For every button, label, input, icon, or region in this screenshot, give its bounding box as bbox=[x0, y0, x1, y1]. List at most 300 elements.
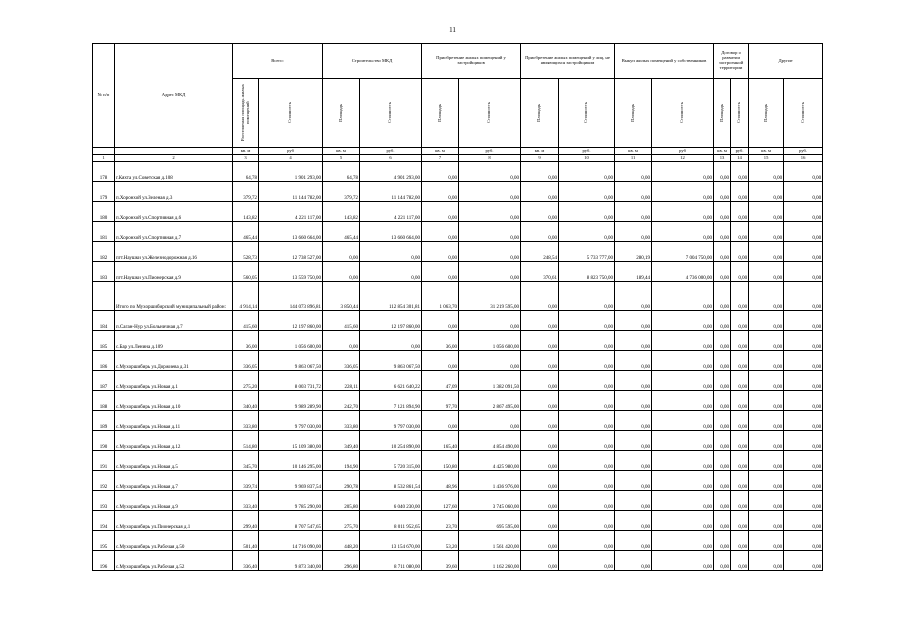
cost-value: 1 382 091,50 bbox=[459, 371, 521, 391]
page-number: 11 bbox=[449, 26, 456, 34]
area-value: 0,00 bbox=[749, 511, 784, 531]
column-number: 1 bbox=[93, 155, 115, 162]
area-value: 275,20 bbox=[233, 371, 259, 391]
area-value: 48,96 bbox=[422, 471, 459, 491]
unit-label: кв. м bbox=[521, 148, 559, 155]
table-row bbox=[93, 351, 823, 371]
table-row bbox=[93, 551, 823, 571]
cost-value: 1 901 293,00 bbox=[259, 162, 323, 182]
row-number: 194 bbox=[93, 511, 115, 531]
cost-value: 4 854 490,00 bbox=[459, 431, 521, 451]
cost-value: 4 901 293,00 bbox=[360, 162, 422, 182]
table-row bbox=[93, 331, 823, 351]
area-value: 0,00 bbox=[422, 182, 459, 202]
subheader-cost: Стоимость bbox=[459, 79, 521, 148]
address-cell: с.Мухоршибирь ул.Новая д.11 bbox=[115, 411, 233, 431]
area-value: 0,00 bbox=[521, 331, 559, 351]
row-number: 183 bbox=[93, 262, 115, 282]
cost-value: 0,00 bbox=[731, 331, 749, 351]
area-value: 299,40 bbox=[233, 511, 259, 531]
cost-value: 1 561 420,00 bbox=[459, 531, 521, 551]
cost-value: 0,00 bbox=[559, 371, 615, 391]
column-number: 12 bbox=[652, 155, 714, 162]
area-value: 0,00 bbox=[615, 511, 652, 531]
cost-value: 0,00 bbox=[731, 411, 749, 431]
area-value: 0,00 bbox=[422, 351, 459, 371]
subheader-cost: Стоимость bbox=[784, 79, 823, 148]
table-row bbox=[93, 511, 823, 531]
area-value: 336,40 bbox=[233, 551, 259, 571]
area-value: 0,00 bbox=[521, 282, 559, 311]
cost-value: 0,00 bbox=[459, 311, 521, 331]
area-value: 3 850,44 bbox=[323, 282, 360, 311]
area-value: 0,00 bbox=[615, 551, 652, 571]
subheader-area: Площадь bbox=[615, 79, 652, 148]
area-value: 36,00 bbox=[233, 331, 259, 351]
cost-value: 0,00 bbox=[731, 511, 749, 531]
area-value: 0,00 bbox=[521, 222, 559, 242]
area-value: 0,00 bbox=[323, 331, 360, 351]
column-number: 6 bbox=[360, 155, 422, 162]
area-value: 0,00 bbox=[615, 222, 652, 242]
cost-value: 8 711 080,00 bbox=[360, 551, 422, 571]
cost-value: 0,00 bbox=[559, 411, 615, 431]
area-value: 0,00 bbox=[422, 222, 459, 242]
area-value: 0,00 bbox=[714, 262, 731, 282]
cost-value: 9 863 067,50 bbox=[259, 351, 323, 371]
area-value: 0,00 bbox=[714, 411, 731, 431]
cost-value: 10 254 890,00 bbox=[360, 431, 422, 451]
cost-value: 0,00 bbox=[731, 491, 749, 511]
area-value: 0,00 bbox=[749, 451, 784, 471]
area-value: 0,00 bbox=[749, 331, 784, 351]
area-value: 0,00 bbox=[749, 531, 784, 551]
area-value: 0,00 bbox=[422, 262, 459, 282]
address-cell: пгт.Наушки ул.Пионерская д.9 bbox=[115, 262, 233, 282]
area-value: 0,00 bbox=[422, 242, 459, 262]
cost-value: 0,00 bbox=[784, 431, 823, 451]
address-cell: с.Мухоршибирь ул.Новая д.5 bbox=[115, 451, 233, 471]
area-value: 0,00 bbox=[749, 491, 784, 511]
area-value: 0,00 bbox=[749, 311, 784, 331]
subheader-resettled-area: Расселяемая площадь жилых помещений bbox=[233, 79, 259, 148]
area-value: 0,00 bbox=[615, 202, 652, 222]
address-cell: с.Мухоршибирь ул.Новая д.7 bbox=[115, 471, 233, 491]
area-value: 0,00 bbox=[521, 391, 559, 411]
area-value: 0,00 bbox=[521, 431, 559, 451]
cost-value: 4 221 117,00 bbox=[360, 202, 422, 222]
address-cell: с.Мухоршибирь ул.Доржиева д.31 bbox=[115, 351, 233, 371]
subheader-area: Площадь bbox=[521, 79, 559, 148]
area-value: 0,00 bbox=[714, 331, 731, 351]
column-number: 2 bbox=[115, 155, 233, 162]
column-number: 15 bbox=[749, 155, 784, 162]
subtotal-row bbox=[93, 282, 823, 311]
row-number: 187 bbox=[93, 371, 115, 391]
subheader-cost: Стоимость bbox=[731, 79, 749, 148]
area-value: 127,60 bbox=[422, 491, 459, 511]
cost-value: 6 621 640,22 bbox=[360, 371, 422, 391]
cost-value: 0,00 bbox=[559, 162, 615, 182]
column-number: 9 bbox=[521, 155, 559, 162]
table-body bbox=[93, 162, 823, 571]
cost-value: 0,00 bbox=[652, 222, 714, 242]
cost-value: 13 154 670,00 bbox=[360, 531, 422, 551]
cost-value: 0,00 bbox=[559, 311, 615, 331]
cost-value: 0,00 bbox=[784, 282, 823, 311]
area-value: 0,00 bbox=[615, 351, 652, 371]
cost-value: 0,00 bbox=[784, 311, 823, 331]
cost-value: 0,00 bbox=[459, 202, 521, 222]
cost-value: 0,00 bbox=[784, 202, 823, 222]
area-value: 150,80 bbox=[422, 451, 459, 471]
area-value: 370,61 bbox=[521, 262, 559, 282]
area-value: 0,00 bbox=[615, 431, 652, 451]
cost-value: 9 873 340,00 bbox=[259, 551, 323, 571]
cost-value: 5 720 315,00 bbox=[360, 451, 422, 471]
cost-value: 0,00 bbox=[784, 451, 823, 471]
cost-value: 0,00 bbox=[652, 411, 714, 431]
area-value: 0,00 bbox=[422, 162, 459, 182]
area-value: 0,00 bbox=[749, 242, 784, 262]
area-value: 0,00 bbox=[615, 331, 652, 351]
address-cell: п.Хоронхой ул.Спортивная д.6 bbox=[115, 202, 233, 222]
area-value: 0,00 bbox=[714, 511, 731, 531]
area-value: 0,00 bbox=[749, 162, 784, 182]
units-row bbox=[93, 148, 823, 155]
table-row bbox=[93, 431, 823, 451]
area-value: 4 914,14 bbox=[233, 282, 259, 311]
area-value: 0,00 bbox=[714, 162, 731, 182]
area-value: 0,00 bbox=[521, 471, 559, 491]
cost-value: 8 003 731,72 bbox=[259, 371, 323, 391]
header-group-other: Другие bbox=[749, 44, 823, 79]
column-number: 5 bbox=[323, 155, 360, 162]
address-cell: с.Мухоршибирь ул.Рабочая д.50 bbox=[115, 531, 233, 551]
cost-value: 7 121 894,90 bbox=[360, 391, 422, 411]
cost-value: 9 989 289,90 bbox=[259, 391, 323, 411]
unit-label: кв. м bbox=[615, 148, 652, 155]
cost-value: 0,00 bbox=[731, 182, 749, 202]
area-value: 64,78 bbox=[323, 162, 360, 182]
area-value: 333,80 bbox=[323, 411, 360, 431]
area-value: 0,00 bbox=[714, 351, 731, 371]
area-value: 0,00 bbox=[714, 451, 731, 471]
area-value: 0,00 bbox=[422, 411, 459, 431]
area-value: 0,00 bbox=[749, 222, 784, 242]
subheader-area: Площадь bbox=[749, 79, 784, 148]
column-number: 10 bbox=[559, 155, 615, 162]
subheader-area: Площадь bbox=[323, 79, 360, 148]
row-number: 178 bbox=[93, 162, 115, 182]
area-value: 189,44 bbox=[615, 262, 652, 282]
unit-label: кв. м bbox=[714, 148, 731, 155]
area-value: 296,80 bbox=[323, 551, 360, 571]
address-cell: п.Хоронхой ул.Спортивная д.7 bbox=[115, 222, 233, 242]
cost-value: 11 144 782,00 bbox=[360, 182, 422, 202]
cost-value: 1 056 600,00 bbox=[259, 331, 323, 351]
area-value: 0,00 bbox=[521, 182, 559, 202]
area-value: 340,40 bbox=[233, 391, 259, 411]
header-group-purchase-non-developers: Приобретение жилых помещений у лиц, не являющихся застройщиком bbox=[521, 44, 615, 79]
cost-value: 0,00 bbox=[652, 391, 714, 411]
area-value: 349,40 bbox=[323, 431, 360, 451]
area-value: 0,00 bbox=[714, 222, 731, 242]
subtotal-label: Итого по Мухоршибирский муниципальный район: bbox=[115, 282, 233, 311]
area-value: 0,00 bbox=[749, 262, 784, 282]
area-value: 275,70 bbox=[323, 511, 360, 531]
cost-value: 0,00 bbox=[731, 371, 749, 391]
area-value: 379,72 bbox=[323, 182, 360, 202]
cost-value: 8 707 547,65 bbox=[259, 511, 323, 531]
cost-value: 0,00 bbox=[459, 262, 521, 282]
address-cell: п.Хоронхой ул.Зеленая д.3 bbox=[115, 182, 233, 202]
cost-value: 112 854 301,81 bbox=[360, 282, 422, 311]
row-number: 192 bbox=[93, 471, 115, 491]
cost-value: 0,00 bbox=[360, 242, 422, 262]
cost-value: 0,00 bbox=[784, 242, 823, 262]
row-number: 189 bbox=[93, 411, 115, 431]
area-value: 333,80 bbox=[233, 411, 259, 431]
row-number bbox=[93, 282, 115, 311]
cost-value: 0,00 bbox=[652, 311, 714, 331]
cost-value: 0,00 bbox=[784, 491, 823, 511]
cost-value: 0,00 bbox=[559, 202, 615, 222]
cost-value: 8 532 861,54 bbox=[360, 471, 422, 491]
cost-value: 0,00 bbox=[731, 262, 749, 282]
cost-value: 3 745 060,00 bbox=[459, 491, 521, 511]
column-number: 3 bbox=[233, 155, 259, 162]
cost-value: 0,00 bbox=[784, 351, 823, 371]
table-row bbox=[93, 182, 823, 202]
cost-value: 5 733 777,00 bbox=[559, 242, 615, 262]
area-value: 280,19 bbox=[615, 242, 652, 262]
row-number: 193 bbox=[93, 491, 115, 511]
area-value: 0,00 bbox=[749, 471, 784, 491]
area-value: 0,00 bbox=[521, 311, 559, 331]
area-value: 0,00 bbox=[521, 351, 559, 371]
table-row bbox=[93, 371, 823, 391]
cost-value: 0,00 bbox=[459, 222, 521, 242]
table-row bbox=[93, 242, 823, 262]
cost-value: 0,00 bbox=[559, 491, 615, 511]
cost-value: 0,00 bbox=[784, 222, 823, 242]
cost-value: 15 109 380,00 bbox=[259, 431, 323, 451]
area-value: 528,73 bbox=[233, 242, 259, 262]
address-cell: пгт.Наушки ул.Железнодорожная д.16 bbox=[115, 242, 233, 262]
cost-value: 12 197 860,00 bbox=[360, 311, 422, 331]
cost-value: 0,00 bbox=[784, 471, 823, 491]
cost-value: 0,00 bbox=[559, 182, 615, 202]
area-value: 0,00 bbox=[521, 491, 559, 511]
row-number: 190 bbox=[93, 431, 115, 451]
cost-value: 0,00 bbox=[652, 551, 714, 571]
area-value: 0,00 bbox=[521, 202, 559, 222]
area-value: 194,90 bbox=[323, 451, 360, 471]
area-value: 248,54 bbox=[521, 242, 559, 262]
area-value: 0,00 bbox=[714, 242, 731, 262]
cost-value: 9 785 290,00 bbox=[259, 491, 323, 511]
area-value: 0,00 bbox=[615, 162, 652, 182]
unit-label: кв. м bbox=[323, 148, 360, 155]
cost-value: 0,00 bbox=[784, 262, 823, 282]
row-number: 182 bbox=[93, 242, 115, 262]
area-value: 143,82 bbox=[323, 202, 360, 222]
area-value: 0,00 bbox=[615, 451, 652, 471]
area-value: 333,40 bbox=[233, 491, 259, 511]
area-value: 560,05 bbox=[233, 262, 259, 282]
cost-value: 4 221 117,00 bbox=[259, 202, 323, 222]
area-value: 0,00 bbox=[521, 511, 559, 531]
cost-value: 0,00 bbox=[459, 242, 521, 262]
area-value: 0,00 bbox=[422, 202, 459, 222]
column-number: 7 bbox=[422, 155, 459, 162]
table-row bbox=[93, 262, 823, 282]
header-num: № п/п bbox=[93, 44, 115, 148]
cost-value: 0,00 bbox=[731, 222, 749, 242]
column-numbers-row bbox=[93, 155, 823, 162]
area-value: 0,00 bbox=[521, 551, 559, 571]
cost-value: 0,00 bbox=[652, 331, 714, 351]
unit-label: руб. bbox=[784, 148, 823, 155]
header-group-construction: Строительство МКД bbox=[323, 44, 422, 79]
cost-value: 0,00 bbox=[784, 411, 823, 431]
area-value: 64,78 bbox=[233, 162, 259, 182]
unit-label: кв. м bbox=[233, 148, 259, 155]
area-value: 379,72 bbox=[233, 182, 259, 202]
cost-value: 0,00 bbox=[731, 431, 749, 451]
cost-value: 9 863 067,50 bbox=[360, 351, 422, 371]
cost-value: 0,00 bbox=[559, 282, 615, 311]
table-row bbox=[93, 411, 823, 431]
address-cell: с.Мухоршибирь ул.Новая д.12 bbox=[115, 431, 233, 451]
subheader-area: Площадь bbox=[422, 79, 459, 148]
cost-value: 0,00 bbox=[652, 471, 714, 491]
row-number: 181 bbox=[93, 222, 115, 242]
table-row bbox=[93, 451, 823, 471]
area-value: 0,00 bbox=[714, 431, 731, 451]
area-value: 0,00 bbox=[521, 371, 559, 391]
table-row bbox=[93, 471, 823, 491]
cost-value: 0,00 bbox=[559, 551, 615, 571]
area-value: 165,40 bbox=[422, 431, 459, 451]
area-value: 0,00 bbox=[521, 531, 559, 551]
cost-value: 8 823 750,00 bbox=[559, 262, 615, 282]
area-value: 0,00 bbox=[323, 242, 360, 262]
area-value: 23,70 bbox=[422, 511, 459, 531]
area-value: 0,00 bbox=[714, 391, 731, 411]
cost-value: 0,00 bbox=[652, 282, 714, 311]
cost-value: 0,00 bbox=[731, 242, 749, 262]
area-value: 1 063,70 bbox=[422, 282, 459, 311]
area-value: 0,00 bbox=[615, 282, 652, 311]
area-value: 290,78 bbox=[323, 471, 360, 491]
row-number: 180 bbox=[93, 202, 115, 222]
cost-value: 4 425 980,00 bbox=[459, 451, 521, 471]
cost-value: 0,00 bbox=[731, 551, 749, 571]
area-value: 0,00 bbox=[749, 282, 784, 311]
cost-value: 31 219 595,00 bbox=[459, 282, 521, 311]
cost-value: 0,00 bbox=[459, 182, 521, 202]
cost-value: 9 797 030,00 bbox=[360, 411, 422, 431]
cost-value: 0,00 bbox=[731, 351, 749, 371]
area-value: 0,00 bbox=[749, 182, 784, 202]
resettlement-table bbox=[92, 43, 823, 571]
cost-value: 0,00 bbox=[360, 262, 422, 282]
cost-value: 0,00 bbox=[784, 182, 823, 202]
row-number: 196 bbox=[93, 551, 115, 571]
area-value: 0,00 bbox=[749, 391, 784, 411]
cost-value: 0,00 bbox=[731, 162, 749, 182]
area-value: 0,00 bbox=[615, 182, 652, 202]
area-value: 47,09 bbox=[422, 371, 459, 391]
cost-value: 0,00 bbox=[784, 511, 823, 531]
cost-value: 13 660 664,00 bbox=[360, 222, 422, 242]
area-value: 53,20 bbox=[422, 531, 459, 551]
subheader-cost: Стоимость bbox=[360, 79, 422, 148]
area-value: 0,00 bbox=[749, 551, 784, 571]
area-value: 0,00 bbox=[714, 551, 731, 571]
header-group-total: Всего: bbox=[233, 44, 323, 79]
area-value: 514,80 bbox=[233, 431, 259, 451]
cost-value: 0,00 bbox=[559, 431, 615, 451]
area-value: 0,00 bbox=[615, 311, 652, 331]
cost-value: 0,00 bbox=[784, 531, 823, 551]
area-value: 501,40 bbox=[233, 531, 259, 551]
header-address: Адрес МКД bbox=[115, 44, 233, 148]
unit-label: руб. bbox=[731, 148, 749, 155]
area-value: 0,00 bbox=[714, 371, 731, 391]
address-cell: с.Мухоршибирь ул.Новая д.1 bbox=[115, 371, 233, 391]
column-number: 11 bbox=[615, 155, 652, 162]
area-value: 0,00 bbox=[714, 491, 731, 511]
address-cell: с.Мухоршибирь ул.Новая д.9 bbox=[115, 491, 233, 511]
table-row bbox=[93, 531, 823, 551]
address-cell: г.Кяхта ул.Советская д.108 bbox=[115, 162, 233, 182]
cost-value: 0,00 bbox=[784, 162, 823, 182]
area-value: 0,00 bbox=[714, 531, 731, 551]
cost-value: 0,00 bbox=[784, 331, 823, 351]
address-cell: с.Мухоршибирь ул.Новая д.10 bbox=[115, 391, 233, 411]
cost-value: 13 660 664,00 bbox=[259, 222, 323, 242]
area-value: 0,00 bbox=[749, 351, 784, 371]
cost-value: 12 738 527,00 bbox=[259, 242, 323, 262]
cost-value: 0,00 bbox=[784, 391, 823, 411]
area-value: 339,74 bbox=[233, 471, 259, 491]
cost-value: 6 040 230,00 bbox=[360, 491, 422, 511]
cost-value: 0,00 bbox=[652, 451, 714, 471]
cost-value: 0,00 bbox=[652, 371, 714, 391]
cost-value: 0,00 bbox=[652, 182, 714, 202]
table-row bbox=[93, 202, 823, 222]
area-value: 36,00 bbox=[422, 331, 459, 351]
cost-value: 0,00 bbox=[652, 511, 714, 531]
unit-label: руб. bbox=[459, 148, 521, 155]
unit-label: руб bbox=[652, 148, 714, 155]
cost-value: 0,00 bbox=[559, 331, 615, 351]
table-row bbox=[93, 391, 823, 411]
cost-value: 0,00 bbox=[731, 471, 749, 491]
cost-value: 0,00 bbox=[459, 351, 521, 371]
area-value: 336,05 bbox=[233, 351, 259, 371]
row-number: 179 bbox=[93, 182, 115, 202]
cost-value: 0,00 bbox=[731, 451, 749, 471]
area-value: 0,00 bbox=[521, 162, 559, 182]
area-value: 0,00 bbox=[714, 311, 731, 331]
area-value: 0,00 bbox=[521, 451, 559, 471]
area-value: 0,00 bbox=[615, 471, 652, 491]
area-value: 0,00 bbox=[714, 202, 731, 222]
